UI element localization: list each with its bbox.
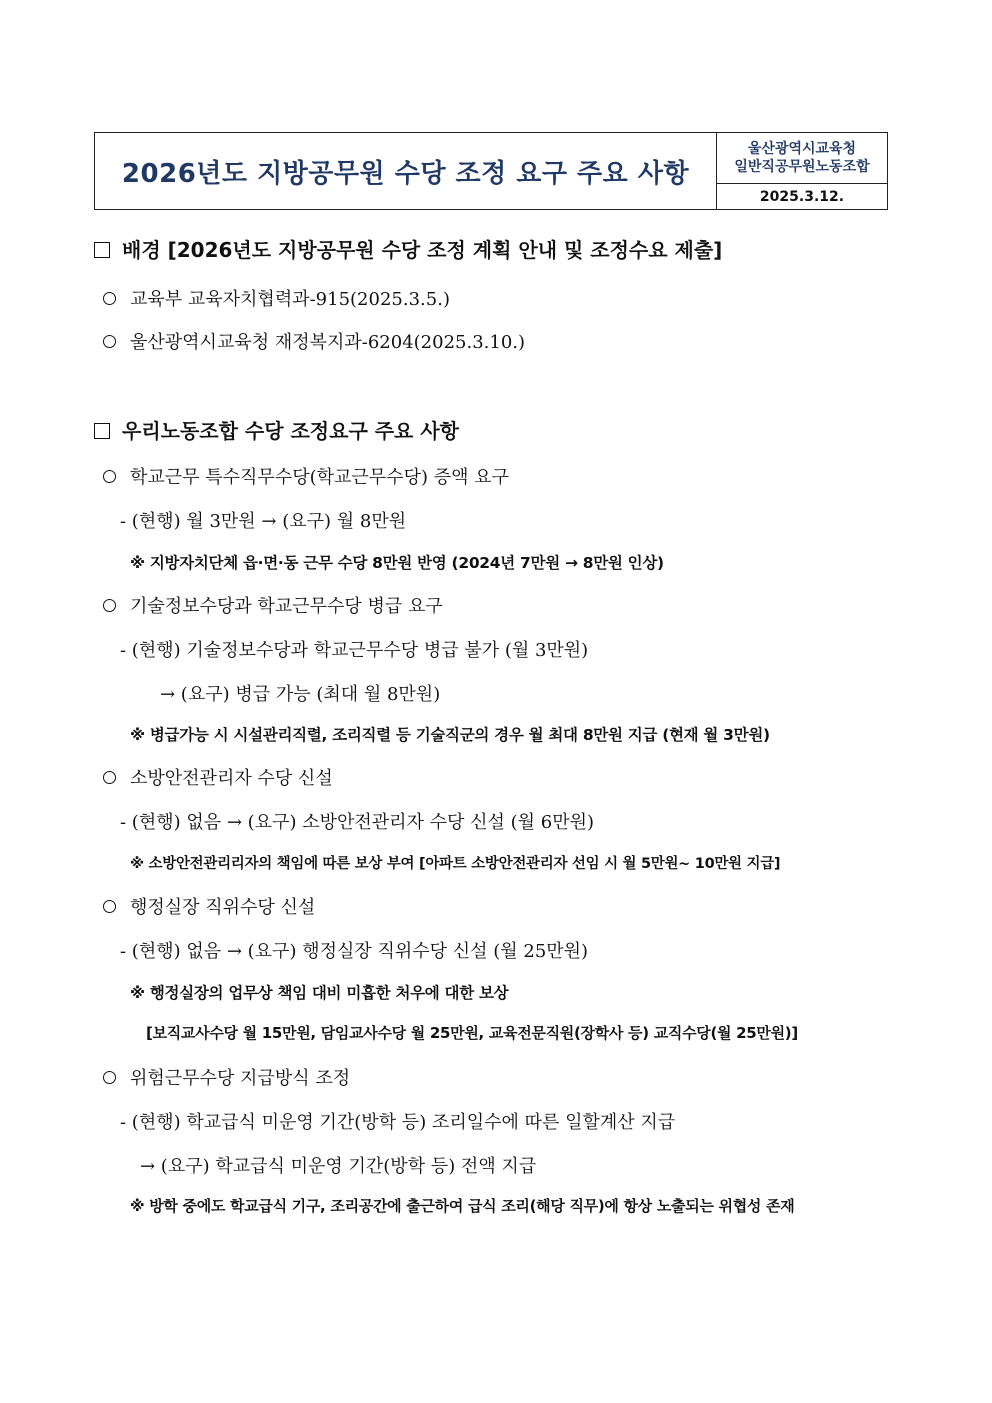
detail-line: → (요구) 병급 가능 (최대 월 8만원) — [160, 684, 441, 705]
organization-name-line1: 울산광역시교육청 — [747, 141, 857, 157]
circle-bullet-icon — [103, 599, 116, 612]
bullet-text: 울산광역시교육청 재정복지과-6204(2025.3.10.) — [130, 332, 526, 353]
circle-bullet-icon — [103, 292, 116, 305]
document-date: 2025.3.12. — [759, 188, 845, 205]
note-line: ※ 소방안전관리리자의 책임에 따른 보상 부여 [아파트 소방안전관리자 선임 시 월 5만원~ 10만원 지급] — [130, 856, 781, 872]
bullet-text: 위험근무수당 지급방식 조정 — [130, 1068, 351, 1089]
detail-line: - (현행) 없음 → (요구) 행정실장 직위수당 신설 (월 25만원) — [120, 941, 589, 962]
section-heading-background — [94, 234, 722, 263]
header-info-column — [717, 133, 887, 209]
note-line: [보직교사수당 월 15만원, 담임교사수당 월 25만원, 교육전문직원(장학사 등) 교직수당(월 25만원)] — [146, 1024, 798, 1042]
bullet-item — [103, 285, 450, 311]
circle-bullet-icon — [103, 335, 116, 348]
bullet-item — [103, 592, 443, 618]
organization-name-line2: 일반직공무원노동조합 — [734, 159, 870, 175]
section-heading-text: 배경 [2026년도 지방공무원 수당 조정 계획 안내 및 조정수요 제출] — [122, 238, 723, 262]
document-title: 2026년도 지방공무원 수당 조정 요구 주요 사항 — [121, 158, 690, 189]
note-line: ※ 지방자치단체 읍·면·동 근무 수당 8만원 반영 (2024년 7만원 → 8만원 인상) — [130, 554, 664, 572]
date-cell — [717, 184, 887, 209]
note-line: ※ 병급가능 시 시설관리직렬, 조리직렬 등 기술직군의 경우 월 최대 8만원 지급 (현재 월 3만원) — [130, 726, 770, 744]
bullet-item — [103, 1064, 350, 1090]
bullet-text: 기술정보수당과 학교근무수당 병급 요구 — [130, 596, 443, 617]
detail-line: - (현행) 학교급식 미운영 기간(방학 등) 조리일수에 따른 일할계산 지급 — [120, 1112, 676, 1133]
detail-line: - (현행) 없음 → (요구) 소방안전관리자 수당 신설 (월 6만원) — [120, 812, 595, 833]
circle-bullet-icon — [103, 470, 116, 483]
checkbox-square-icon — [94, 423, 110, 439]
checkbox-square-icon — [94, 242, 110, 258]
circle-bullet-icon — [103, 771, 116, 784]
bullet-text: 학교근무 특수직무수당(학교근무수당) 증액 요구 — [130, 467, 509, 488]
note-line: ※ 방학 중에도 학교급식 기구, 조리공간에 출근하여 급식 조리(해당 직무)에 항상 노출되는 위협성 존재 — [130, 1197, 795, 1215]
header-table — [94, 132, 888, 210]
organization-cell — [717, 133, 887, 184]
section-heading-text: 우리노동조합 수당 조정요구 주요 사항 — [122, 419, 459, 443]
title-cell — [95, 133, 717, 209]
bullet-text: 행정실장 직위수당 신설 — [130, 897, 316, 918]
circle-bullet-icon — [103, 900, 116, 913]
bullet-item — [103, 463, 509, 489]
circle-bullet-icon — [103, 1071, 116, 1084]
note-line: ※ 행정실장의 업무상 책임 대비 미흡한 처우에 대한 보상 — [130, 984, 509, 1002]
bullet-item — [103, 893, 315, 919]
section-heading-demands — [94, 415, 459, 444]
bullet-item — [103, 764, 333, 790]
detail-line: - (현행) 기술정보수당과 학교근무수당 병급 불가 (월 3만원) — [120, 640, 589, 661]
bullet-text: 교육부 교육자치협력과-915(2025.3.5.) — [130, 289, 450, 310]
bullet-text: 소방안전관리자 수당 신설 — [130, 768, 333, 789]
bullet-item — [103, 328, 525, 354]
detail-line: → (요구) 학교급식 미운영 기간(방학 등) 전액 지급 — [140, 1156, 537, 1177]
detail-line: - (현행) 월 3만원 → (요구) 월 8만원 — [120, 511, 407, 532]
